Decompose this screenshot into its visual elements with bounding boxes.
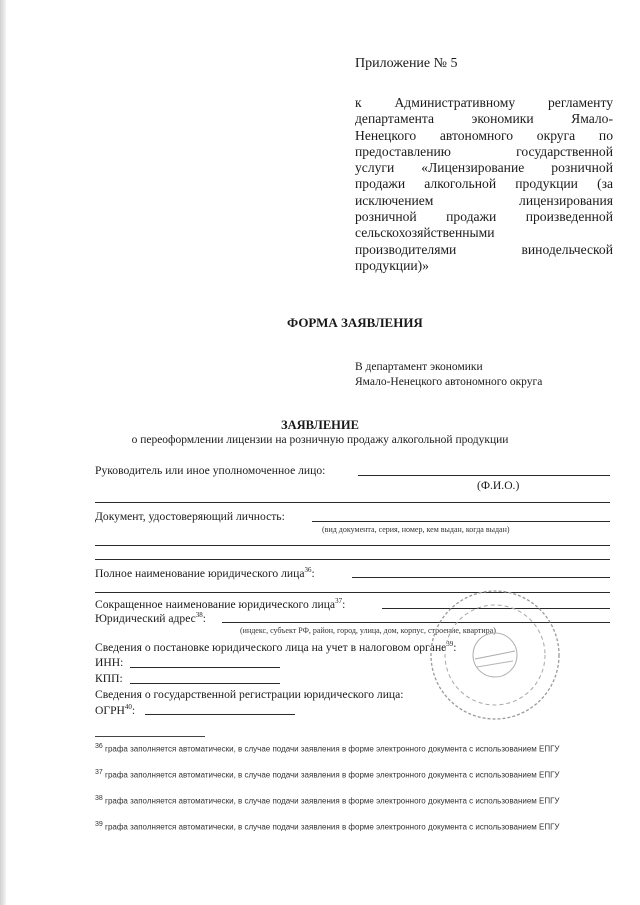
appendix-line: Ненецкого автономного округа по (355, 127, 613, 143)
kpp-input-line[interactable] (130, 683, 280, 684)
full-name-input-line[interactable] (352, 577, 610, 578)
scan-edge (0, 0, 6, 905)
ogrn-input-line[interactable] (145, 714, 295, 715)
tax-reg-label: Сведения о постановке юридического лица на учет в налоговом органе$^{39}$: (95, 640, 457, 654)
appendix-line: сельскохозяйственными (355, 225, 495, 241)
identity-doc-label: Документ, удостоверяющий личность: (95, 510, 285, 523)
head-label: Руководитель или иное уполномоченное лицо: (95, 464, 326, 477)
document-subtitle: о переоформлении лицензии на розничную продажу алкогольной продукции (131, 434, 509, 446)
blank-line[interactable] (95, 559, 610, 560)
footnote-separator (95, 736, 205, 737)
address-hint: (индекс, субъект РФ, район, город, улица, дом, корпус, строение, квартира) (240, 626, 496, 635)
stamp-seal (425, 585, 565, 725)
footnote: 39 графа заполняется автоматически, в случае подачи заявления в форме электронного документа с использованием ЕПГУ (95, 821, 560, 832)
blank-line[interactable] (95, 502, 610, 503)
appendix-line: департамента экономики Ямало- (355, 111, 613, 127)
appendix-line: услуги «Лицензирование розничной (355, 160, 613, 176)
identity-doc-hint: (вид документа, серия, номер, кем выдан, когда выдан) (322, 525, 510, 534)
appendix-line: продукции)» (355, 257, 429, 273)
appendix-line: производителями винодельческой (355, 241, 613, 257)
inn-input-line[interactable] (130, 667, 280, 668)
identity-doc-input-line[interactable] (312, 521, 610, 522)
footnote-ref: 38 (195, 611, 203, 619)
footnote-ref: 39 (446, 640, 454, 648)
head-input-line[interactable] (358, 475, 610, 476)
appendix-line: исключением лицензирования (355, 192, 613, 208)
appendix-line: розничной продажи произведенной (355, 209, 613, 225)
appendix-text (355, 95, 613, 274)
appendix-line: к Административному регламенту (355, 95, 613, 110)
form-title: ФОРМА ЗАЯВЛЕНИЯ (287, 315, 423, 330)
recipient-line-1: В департамент экономики (355, 361, 483, 373)
footnote-ref: 40 (124, 703, 132, 711)
ogrn-label: ОГРН$^{40}$: (95, 703, 136, 717)
footnote-ref: 37 (335, 597, 343, 605)
footnote: 36 графа заполняется автоматически, в случае подачи заявления в форме электронного документа с использованием ЕПГУ (95, 743, 560, 754)
appendix-line: продажи алкогольной продукции (за (355, 176, 613, 192)
full-name-label: Полное наименование юридического лица$^{36}$: (95, 566, 315, 580)
kpp-label: КПП: (95, 672, 123, 685)
legal-address-label: Юридический адрес$^{38}$: (95, 611, 207, 625)
short-name-label: Сокращенное наименование юридического лица$^{37}$: (95, 597, 346, 611)
fio-hint: (Ф.И.О.) (477, 479, 520, 492)
recipient-line-2: Ямало-Ненецкого автономного округа (355, 376, 543, 388)
blank-line[interactable] (95, 545, 610, 546)
footnote: 37 графа заполняется автоматически, в случае подачи заявления в форме электронного документа с использованием ЕПГУ (95, 769, 560, 780)
footnote: 38 графа заполняется автоматически, в случае подачи заявления в форме электронного документа с использованием ЕПГУ (95, 795, 560, 806)
document-title: ЗАЯВЛЕНИЕ (281, 418, 359, 432)
appendix-line: предоставлению государственной (355, 143, 613, 159)
footnote-ref: 36 (304, 566, 312, 574)
appendix-title: Приложение № 5 (355, 56, 458, 71)
state-reg-label: Сведения о государственной регистрации юридического лица: (95, 688, 404, 701)
inn-label: ИНН: (95, 656, 124, 669)
